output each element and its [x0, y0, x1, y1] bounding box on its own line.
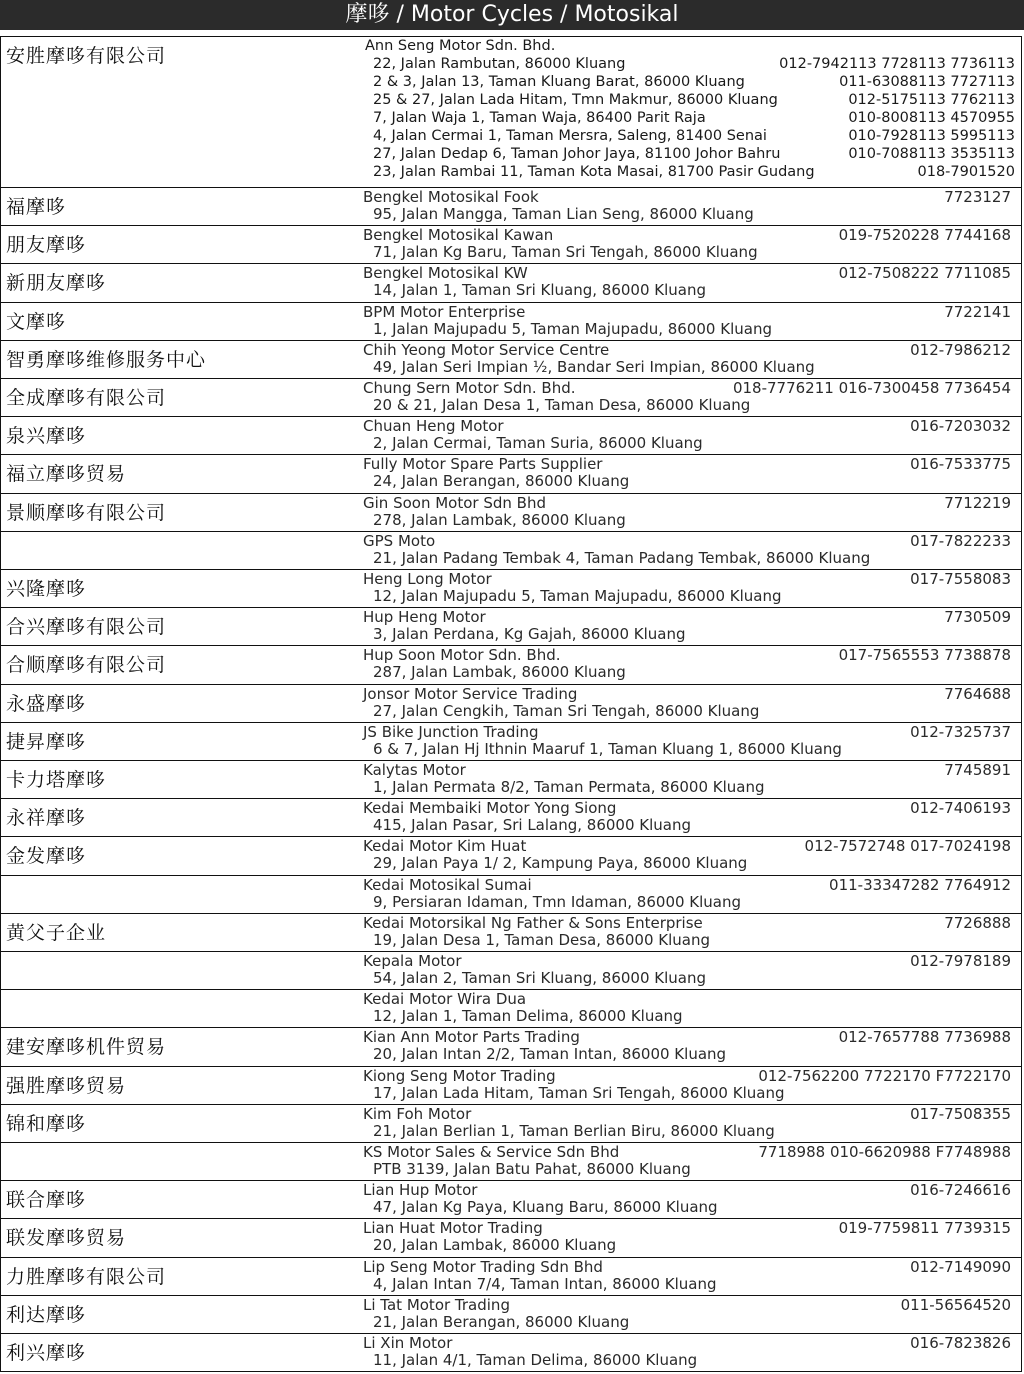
branch-address: 27, Jalan Dedap 6, Taman Johor Jaya, 81100 Johor Bahru: [373, 146, 781, 162]
directory-entry: [1, 875, 1021, 913]
entry-line-name: [363, 991, 1011, 1008]
entry-line-name: [363, 1144, 1011, 1161]
chinese-name: 泉兴摩哆: [6, 425, 87, 448]
directory-entry: [1, 607, 1021, 645]
branch-phone: 010-7928113 5995113: [848, 128, 1015, 144]
entry-line-name: [363, 1106, 1011, 1123]
phone-number: 012-7149090: [910, 1257, 1011, 1276]
directory-entry: [1, 1180, 1021, 1218]
chinese-name: 福立摩哆贸易: [6, 463, 127, 486]
business-name: Heng Long Motor: [363, 570, 492, 588]
entry-line-name: [363, 1335, 1011, 1352]
entry-line-address: [363, 855, 1011, 872]
business-name: KS Motor Sales & Service Sdn Bhd: [363, 1143, 620, 1161]
directory-entry: [1, 302, 1021, 340]
entry-line-name: [363, 571, 1011, 588]
branch-row: [365, 73, 1015, 91]
branch-row: [365, 145, 1015, 163]
business-name: Kim Foh Motor: [363, 1104, 472, 1123]
entry-line-address: [363, 359, 1011, 376]
phone-number: 7745891: [944, 761, 1011, 779]
entry-line-name: [363, 1068, 1011, 1085]
chinese-name: 朋友摩哆: [6, 234, 87, 257]
section-header: 摩哆 / Motor Cycles / Motosikal: [0, 0, 1024, 30]
phone-number: 019-7759811 7739315: [838, 1219, 1011, 1238]
street-address: 21, Jalan Padang Tembak 4, Taman Padang Tembak, 86000 Kluang: [373, 548, 871, 567]
phone-number: 017-7508355: [910, 1104, 1011, 1123]
entry-line-address: [363, 1199, 1011, 1216]
chinese-name: 联发摩哆贸易: [6, 1227, 127, 1250]
entry-line-address: [363, 1237, 1011, 1254]
business-name: Lian Huat Motor Trading: [363, 1219, 543, 1238]
entry-line-address: [363, 894, 1011, 911]
branch-phone: 010-7088113 3535113: [848, 146, 1015, 162]
entry-line-address: [363, 435, 1011, 452]
business-name: Hup Heng Motor: [363, 608, 486, 627]
entry-line-address: [363, 512, 1011, 529]
phone-number: 012-7986212: [910, 340, 1011, 359]
chinese-name: 永盛摩哆: [6, 692, 87, 715]
entry-line-address: [363, 1161, 1011, 1178]
business-name: Kedai Membaiki Motor Yong Siong: [363, 799, 617, 818]
directory-entry: [1, 684, 1021, 722]
phone-number: 012-7657788 7736988: [838, 1028, 1011, 1047]
chinese-name: 智勇摩哆维修服务中心: [6, 348, 207, 371]
phone-number: 016-7533775: [910, 455, 1011, 474]
street-address: PTB 3139, Jalan Batu Pahat, 86000 Kluang: [373, 1160, 691, 1178]
street-address: 24, Jalan Berangan, 86000 Kluang: [373, 472, 630, 491]
directory-entry: [1, 1104, 1021, 1142]
branch-address: 22, Jalan Rambutan, 86000 Kluang: [373, 56, 626, 72]
entry-line-name: [363, 724, 1011, 741]
street-address: 20, Jalan Intan 2/2, Taman Intan, 86000 Kluang: [373, 1045, 727, 1064]
street-address: 9, Persiaran Idaman, Tmn Idaman, 86000 Kluang: [373, 892, 742, 911]
street-address: 14, Jalan 1, Taman Sri Kluang, 86000 Kluang: [373, 281, 707, 300]
directory-entry: [1, 225, 1021, 263]
street-address: 12, Jalan 1, Taman Delima, 86000 Kluang: [373, 1007, 683, 1026]
business-name: [365, 37, 1015, 55]
directory-entry: [1, 263, 1021, 301]
entry-line-address: [363, 817, 1011, 834]
entry-line-name: [363, 953, 1011, 970]
business-name: Lian Hup Motor: [363, 1181, 478, 1200]
entry-line-name: [363, 418, 1011, 435]
street-address: 21, Jalan Berlian 1, Taman Berlian Biru, 86000 Kluang: [373, 1121, 775, 1140]
entry-line-name: [363, 265, 1011, 282]
business-name: Hup Soon Motor Sdn. Bhd.: [363, 646, 561, 665]
directory-entry: [1, 760, 1021, 798]
entry-line-name: [363, 227, 1011, 244]
entry-line-name: [363, 1220, 1011, 1237]
branch-address: 4, Jalan Cermai 1, Taman Mersra, Saleng, 81400 Senai: [373, 128, 767, 144]
entry-line-name: [363, 456, 1011, 473]
branch-row: [365, 55, 1015, 73]
entry-line-name: [363, 800, 1011, 817]
chinese-name: 合兴摩哆有限公司: [6, 616, 167, 639]
phone-number: 7723127: [944, 188, 1011, 206]
entry-line-address: [363, 970, 1011, 987]
phone-number: 7718988 010-6620988 F7748988: [758, 1143, 1011, 1161]
street-address: 1, Jalan Majupadu 5, Taman Majupadu, 86000 Kluang: [373, 319, 772, 338]
entry-line-name: [363, 1182, 1011, 1199]
entry-line-name: [363, 762, 1011, 779]
entry-line-name: [363, 686, 1011, 703]
business-name: Chih Yeong Motor Service Centre: [363, 340, 610, 359]
entry-line-name: [363, 647, 1011, 664]
directory-entry: [1, 187, 1021, 225]
phone-number: 012-7508222 7711085: [838, 264, 1011, 283]
chinese-name: 利达摩哆: [6, 1303, 87, 1326]
directory-entry: [1, 1218, 1021, 1256]
entry-line-address: [363, 1352, 1011, 1369]
chinese-name: 文摩哆: [6, 310, 67, 333]
entry-line-name: [363, 189, 1011, 206]
phone-number: 012-7572748 017-7024198: [804, 837, 1011, 856]
chinese-name: 捷昇摩哆: [6, 730, 87, 753]
phone-number: 012-7978189: [910, 952, 1011, 970]
directory-entry: [1, 989, 1021, 1027]
chinese-name: 新朋友摩哆: [6, 272, 107, 295]
directory-entry: [1, 1066, 1021, 1104]
phone-number: 012-7406193: [910, 799, 1011, 818]
phone-number: 017-7822233: [910, 531, 1011, 550]
business-name: Li Tat Motor Trading: [363, 1295, 510, 1314]
directory-entry: [1, 454, 1021, 492]
business-name: Jonsor Motor Service Trading: [363, 684, 578, 703]
entry-line-name: [363, 342, 1011, 359]
business-name: Kiong Seng Motor Trading: [363, 1066, 556, 1085]
entry-line-address: [363, 1276, 1011, 1293]
phone-number: 011-33347282 7764912: [829, 875, 1011, 894]
chinese-name: 力胜摩哆有限公司: [6, 1265, 167, 1288]
entry-line-address: [363, 1314, 1011, 1331]
entry-line-address: [363, 550, 1011, 567]
directory-entry: [1, 493, 1021, 531]
directory-entry: [1, 340, 1021, 378]
branch-address: 23, Jalan Rambai 11, Taman Kota Masai, 81700 Pasir Gudang: [373, 164, 815, 180]
street-address: 6 & 7, Jalan Hj Ithnin Maaruf 1, Taman Kluang 1, 86000 Kluang: [373, 739, 842, 758]
business-name: BPM Motor Enterprise: [363, 302, 526, 321]
entry-line-name: [363, 495, 1011, 512]
directory-entry: [1, 531, 1021, 569]
entry-line-name: [363, 304, 1011, 321]
entry-line-name: [363, 877, 1011, 894]
branch-address: 7, Jalan Waja 1, Taman Waja, 86400 Parit Raja: [373, 110, 706, 126]
branch-address: 25 & 27, Jalan Lada Hitam, Tmn Makmur, 86000 Kluang: [373, 92, 778, 108]
street-address: 12, Jalan Majupadu 5, Taman Majupadu, 86000 Kluang: [373, 587, 782, 605]
directory-entry: [1, 913, 1021, 951]
phone-number: 012-7562200 7722170 F7722170: [758, 1066, 1011, 1085]
street-address: 3, Jalan Perdana, Kg Gajah, 86000 Kluang: [373, 625, 686, 644]
directory-entry: [1, 1295, 1021, 1333]
directory-entry: [1, 951, 1021, 989]
chinese-name: 合顺摩哆有限公司: [6, 654, 167, 677]
chinese-name: 建安摩哆机件贸易: [6, 1036, 167, 1059]
phone-number: 016-7246616: [910, 1181, 1011, 1200]
entry-line-name: [363, 915, 1011, 932]
chinese-name: 福摩哆: [6, 196, 67, 218]
chinese-name: 黄父子企业: [6, 921, 107, 944]
chinese-name: 永祥摩哆: [6, 807, 87, 830]
entry-line-address: [363, 1123, 1011, 1140]
street-address: 20 & 21, Jalan Desa 1, Taman Desa, 86000 Kluang: [373, 396, 751, 414]
business-name: Kedai Motor Kim Huat: [363, 837, 527, 856]
business-name: Chuan Heng Motor: [363, 417, 504, 436]
phone-number: 017-7565553 7738878: [838, 646, 1011, 665]
street-address: 27, Jalan Cengkih, Taman Sri Tengah, 86000 Kluang: [373, 701, 760, 720]
directory-entry: [1, 1027, 1021, 1065]
business-name: Kedai Motorsikal Ng Father & Sons Enterprise: [363, 913, 703, 932]
street-address: 21, Jalan Berangan, 86000 Kluang: [373, 1312, 630, 1331]
entry-line-address: [363, 1008, 1011, 1025]
phone-number: 011-56564520: [900, 1295, 1011, 1314]
directory-entry: [1, 1142, 1021, 1180]
street-address: 1, Jalan Permata 8/2, Taman Permata, 86000 Kluang: [373, 778, 765, 796]
branch-phone: 011-63088113 7727113: [839, 74, 1015, 90]
street-address: 4, Jalan Intan 7/4, Taman Intan, 86000 Kluang: [373, 1274, 717, 1293]
entry-line-name: [363, 380, 1011, 397]
business-name: Kedai Motosikal Sumai: [363, 875, 532, 894]
business-name: Chung Sern Motor Sdn. Bhd.: [363, 379, 576, 397]
phone-number: 018-7776211 016-7300458 7736454: [732, 379, 1011, 397]
entry-line-name: [363, 1297, 1011, 1314]
business-name: Bengkel Motosikal Kawan: [363, 226, 554, 245]
business-name: Kedai Motor Wira Dua: [363, 990, 527, 1009]
phone-number: 012-7325737: [910, 722, 1011, 741]
directory-entry: [1, 645, 1021, 683]
street-address: 29, Jalan Paya 1/ 2, Kampung Paya, 86000 Kluang: [373, 854, 748, 873]
entry-line-address: [363, 1085, 1011, 1102]
business-name-text: Ann Seng Motor Sdn. Bhd.: [365, 38, 556, 54]
entry-line-address: [363, 206, 1011, 223]
chinese-name: 安胜摩哆有限公司: [6, 45, 167, 67]
phone-number: 7726888: [944, 913, 1011, 932]
street-address: 95, Jalan Mangga, Taman Lian Seng, 86000 Kluang: [373, 205, 754, 223]
entry-line-address: [363, 1046, 1011, 1063]
business-name: Gin Soon Motor Sdn Bhd: [363, 493, 546, 512]
entry-line-address: [363, 321, 1011, 338]
phone-number: 7722141: [944, 302, 1011, 321]
street-address: 17, Jalan Lada Hitam, Taman Sri Tengah, 86000 Kluang: [373, 1083, 785, 1102]
phone-number: 7764688: [944, 684, 1011, 703]
entry-line-name: [363, 838, 1011, 855]
branch-phone: 018-7901520: [917, 164, 1015, 180]
directory-entry: [1, 836, 1021, 874]
street-address: 287, Jalan Lambak, 86000 Kluang: [373, 663, 626, 682]
chinese-name: 利兴摩哆: [6, 1342, 87, 1364]
chinese-name: 卡力塔摩哆: [6, 769, 107, 791]
phone-number: 7712219: [944, 493, 1011, 512]
street-address: 47, Jalan Kg Paya, Kluang Baru, 86000 Kluang: [373, 1198, 718, 1217]
business-name: Kalytas Motor: [363, 761, 466, 779]
street-address: 2, Jalan Cermai, Taman Suria, 86000 Kluang: [373, 434, 703, 453]
entry-line-address: [363, 626, 1011, 643]
motorcycle-directory: [0, 36, 1022, 1372]
directory-entry: [1, 569, 1021, 607]
entry-line-address: [363, 588, 1011, 605]
directory-entry: [1, 798, 1021, 836]
street-address: 415, Jalan Pasar, Sri Lalang, 86000 Kluang: [373, 816, 692, 835]
directory-entry: [1, 378, 1021, 416]
business-name: Kepala Motor: [363, 952, 462, 970]
chinese-name: 锦和摩哆: [6, 1112, 87, 1135]
street-address: 54, Jalan 2, Taman Sri Kluang, 86000 Kluang: [373, 969, 707, 987]
business-name: Fully Motor Spare Parts Supplier: [363, 455, 603, 474]
street-address: 278, Jalan Lambak, 86000 Kluang: [373, 510, 626, 529]
street-address: 49, Jalan Seri Impian ½, Bandar Seri Impian, 86000 Kluang: [373, 357, 815, 376]
entry-line-address: [363, 932, 1011, 949]
entry-line-address: [363, 664, 1011, 681]
entry-line-address: [363, 397, 1011, 414]
phone-number: 016-7823826: [910, 1334, 1011, 1352]
entry-line-address: [363, 703, 1011, 720]
chinese-name: 全成摩哆有限公司: [6, 387, 167, 409]
entry-line-address: [363, 282, 1011, 299]
phone-number: 017-7558083: [910, 570, 1011, 588]
business-name: Li Xin Motor: [363, 1334, 453, 1352]
directory-entry: [1, 1257, 1021, 1295]
street-address: 19, Jalan Desa 1, Taman Desa, 86000 Kluang: [373, 930, 710, 949]
directory-entry: [1, 416, 1021, 454]
entry-line-name: [363, 533, 1011, 550]
branch-phone: 012-5175113 7762113: [848, 92, 1015, 108]
directory-entry: [1, 1333, 1021, 1371]
business-name: GPS Moto: [363, 531, 436, 550]
branch-address: 2 & 3, Jalan 13, Taman Kluang Barat, 86000 Kluang: [373, 74, 745, 90]
entry-line-address: [363, 473, 1011, 490]
branch-row: [365, 127, 1015, 145]
business-name: Kian Ann Motor Parts Trading: [363, 1028, 580, 1047]
street-address: 11, Jalan 4/1, Taman Delima, 86000 Kluang: [373, 1351, 698, 1369]
business-name: Lip Seng Motor Trading Sdn Bhd: [363, 1257, 603, 1276]
chinese-name: 联合摩哆: [6, 1189, 87, 1212]
branch-row: [365, 163, 1015, 181]
entry-line-address: [363, 244, 1011, 261]
phone-number: 016-7203032: [910, 417, 1011, 436]
branch-row: [365, 91, 1015, 109]
branch-phone: 010-8008113 4570955: [848, 110, 1015, 126]
entry-line-address: [363, 741, 1011, 758]
featured-entry: [1, 37, 1021, 187]
branch-row: [365, 109, 1015, 127]
chinese-name: 金发摩哆: [6, 845, 87, 868]
street-address: 20, Jalan Lambak, 86000 Kluang: [373, 1236, 617, 1255]
business-name: JS Bike Junction Trading: [363, 722, 539, 741]
phone-number: 7730509: [944, 608, 1011, 627]
directory-entry: [1, 722, 1021, 760]
entry-line-name: [363, 609, 1011, 626]
street-address: 71, Jalan Kg Baru, Taman Sri Tengah, 86000 Kluang: [373, 243, 758, 262]
chinese-name: 强胜摩哆贸易: [6, 1074, 127, 1097]
chinese-name: 景顺摩哆有限公司: [6, 501, 167, 524]
business-name: Bengkel Motosikal Fook: [363, 188, 539, 206]
phone-number: 019-7520228 7744168: [838, 226, 1011, 245]
entry-line-address: [363, 779, 1011, 796]
entry-line-name: [363, 1029, 1011, 1046]
entry-line-name: [363, 1259, 1011, 1276]
chinese-name: 兴隆摩哆: [6, 578, 87, 600]
business-name: Bengkel Motosikal KW: [363, 264, 528, 283]
branch-phone: 012-7942113 7728113 7736113: [779, 56, 1015, 72]
